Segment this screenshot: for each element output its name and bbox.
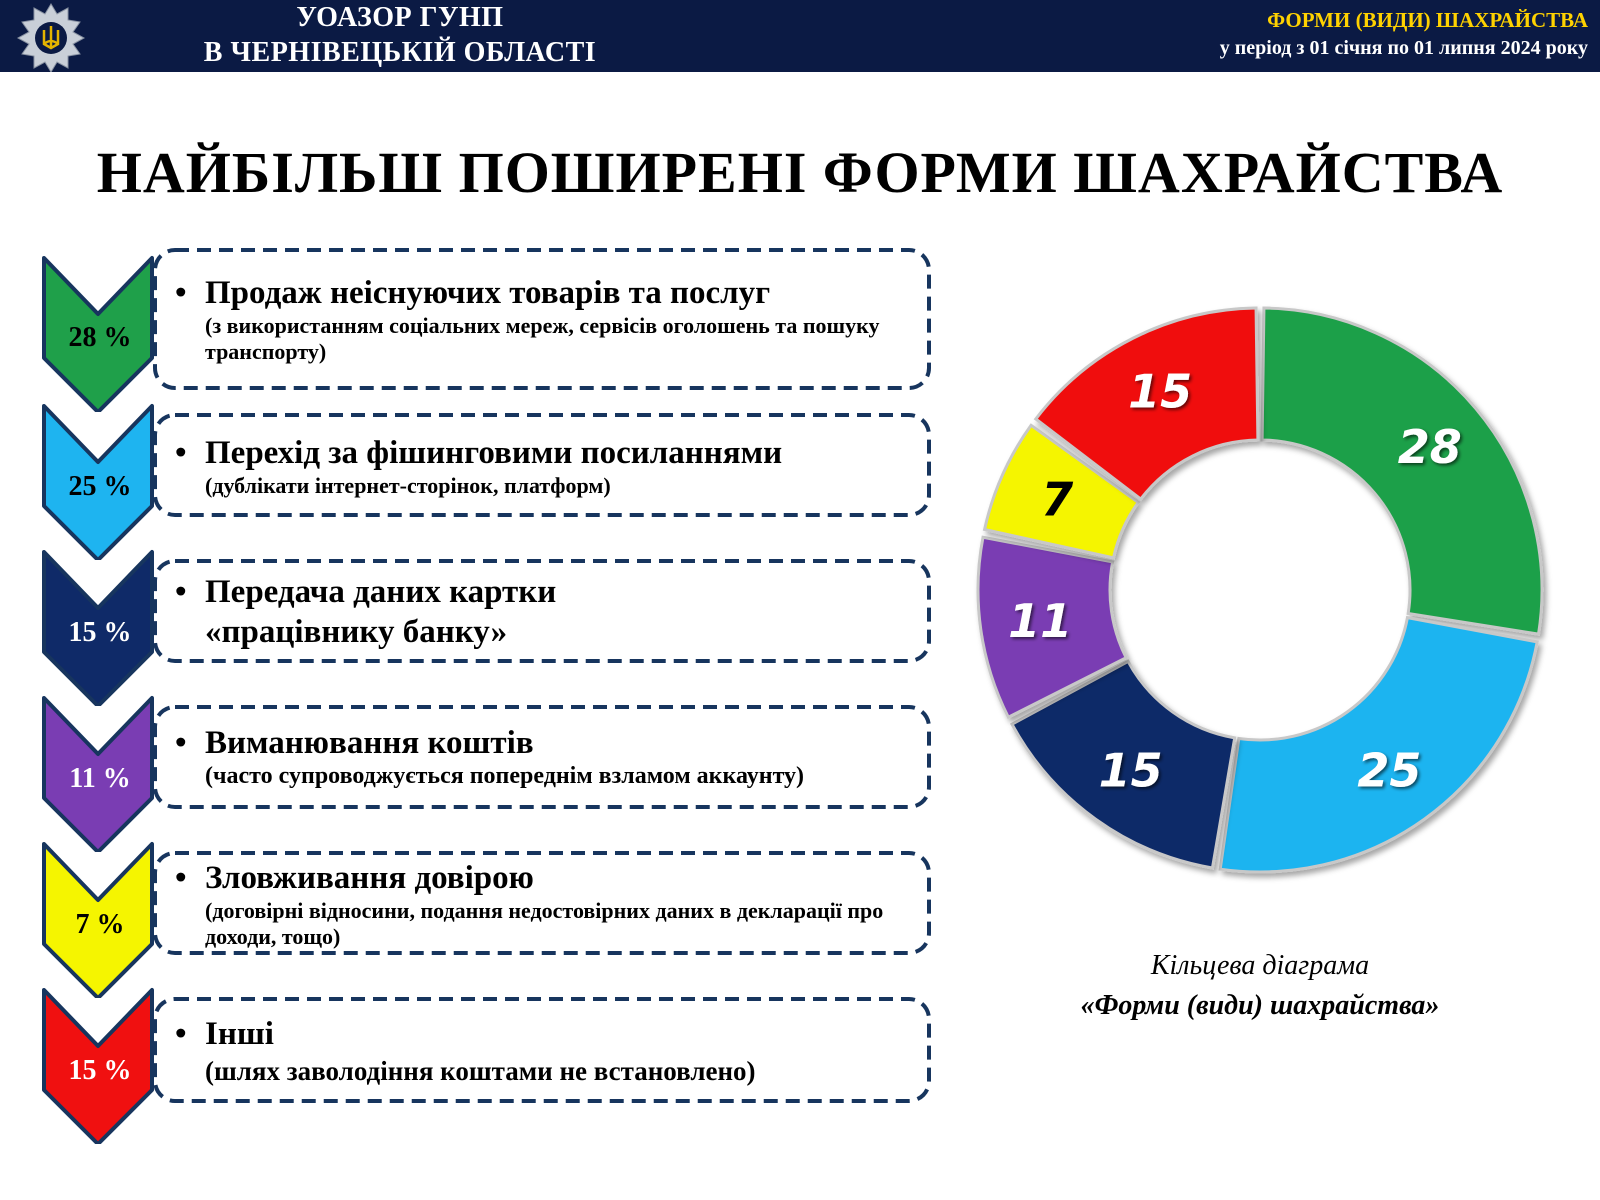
item-subtitle: (з використанням соціальних мереж, сервісів оголошень та пошуку транспорту) <box>205 313 880 364</box>
percent-label: 28 % <box>68 322 132 353</box>
item-title: Інші <box>205 1016 274 1052</box>
donut-value-label: 7 <box>1041 472 1074 527</box>
list-item <box>175 572 935 652</box>
bullet-icon: • <box>175 275 187 311</box>
item-title: Перехід за фішинговими посиланнями <box>205 435 783 471</box>
donut-value-label: 15 <box>1128 364 1193 419</box>
caption-line-1: Кільцева діаграма <box>1150 950 1370 981</box>
header-period: у період з 01 січня по 01 липня 2024 року <box>1219 37 1588 59</box>
donut-value-label: 15 <box>1098 743 1163 798</box>
item-subtitle: (дублікати інтернет-сторінок, платформ) <box>205 473 611 498</box>
list-item <box>175 273 935 365</box>
page-title: НАЙБІЛЬШ ПОШИРЕНІ ФОРМИ ШАХРАЙСТВА <box>96 140 1504 205</box>
bullet-icon: • <box>175 574 187 610</box>
percent-label: 11 % <box>69 763 131 794</box>
item-title: Виманювання коштів <box>205 725 534 761</box>
org-line-2: В ЧЕРНІВЕЦЬКІЙ ОБЛАСТІ <box>203 37 597 68</box>
caption-line-2: «Форми (види) шахрайства» <box>1080 990 1440 1021</box>
item-title: Зловживання довірою <box>205 860 534 896</box>
percent-label: 7 % <box>75 909 125 940</box>
header-topic-block <box>1220 6 1588 62</box>
percent-label: 15 % <box>68 617 132 648</box>
donut-chart <box>960 290 1560 890</box>
list-item <box>175 433 935 499</box>
bullet-icon: • <box>175 435 187 471</box>
item-subtitle: (договірні відносини, подання недостовірних даних в декларації про доходи, тощо) <box>205 898 884 949</box>
donut-value-label: 25 <box>1357 743 1422 798</box>
organization-title <box>120 0 680 70</box>
percent-label: 15 % <box>68 1055 132 1086</box>
list-item <box>175 723 935 789</box>
bullet-icon: • <box>175 1016 187 1052</box>
police-star-trident-icon <box>8 0 94 72</box>
bullet-icon: • <box>175 860 187 896</box>
percent-label: 25 % <box>68 471 132 502</box>
bullet-icon: • <box>175 725 187 761</box>
chart-caption <box>1000 946 1520 1026</box>
item-title: Передача даних картки «працівнику банку» <box>205 574 557 650</box>
header-topic: ФОРМИ (ВИДИ) ШАХРАЙСТВА <box>1267 8 1588 32</box>
item-title: Продаж неіснуючих товарів та послуг <box>205 275 771 311</box>
header-bar <box>0 0 1600 72</box>
item-subtitle: (шлях заволодіння коштами не встановлено) <box>205 1056 756 1086</box>
item-subtitle: (часто супроводжується попереднім взламом аккаунту) <box>205 763 805 789</box>
list-item <box>175 1014 935 1088</box>
org-line-1: УОАЗОР ГУНП <box>296 2 504 33</box>
donut-value-label: 11 <box>1008 593 1073 648</box>
donut-value-label: 28 <box>1397 420 1462 475</box>
list-item <box>175 858 935 950</box>
